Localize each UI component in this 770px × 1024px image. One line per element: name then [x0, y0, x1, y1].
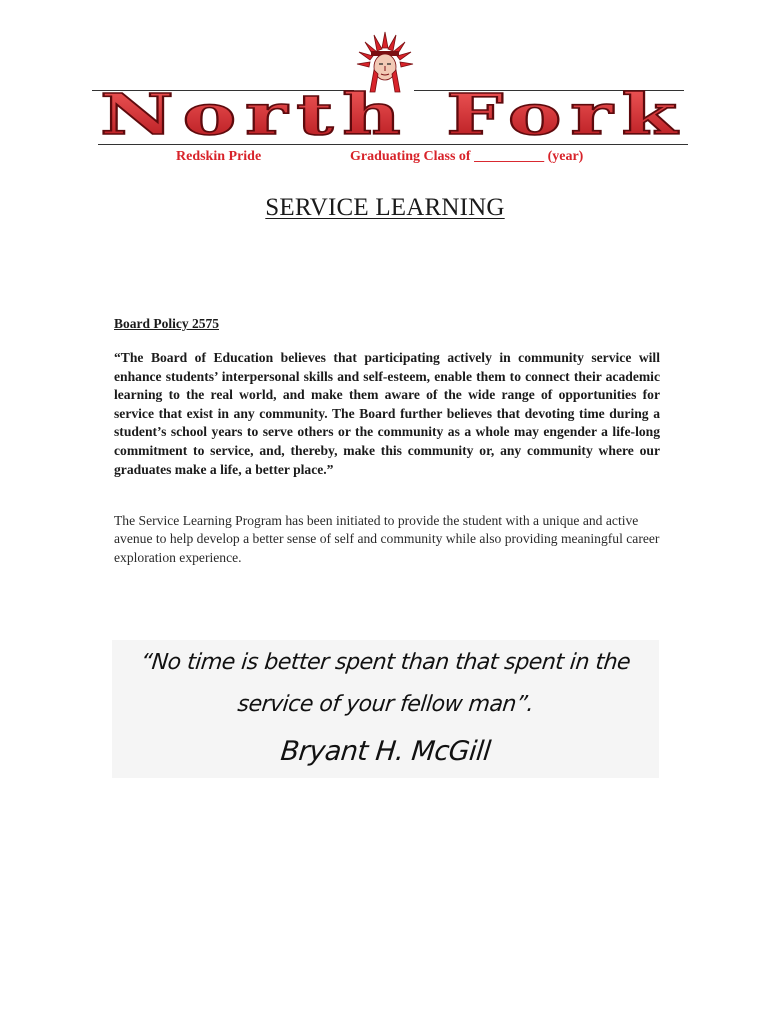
school-logo-header: [88, 24, 688, 154]
program-description: The Service Learning Program has been initiated to provide the student with a unique and active avenue to help develop a better sense of self and community while also providing meaningful career exploration experience.: [114, 513, 660, 565]
north-fork-wordmark: [94, 86, 694, 148]
pride-label: Redskin Pride: [176, 149, 262, 164]
quote-author: Bryant H. McGill: [279, 736, 492, 767]
quote-line-2: service of your fellow man”.: [236, 692, 535, 717]
page-title: SERVICE LEARNING: [265, 194, 505, 221]
policy-quote-text: “The Board of Education believes that participating actively in community service will enhance students’ interpersonal skills and self-esteem, enable them to connect their academic learning to the real world, and make them aware of the wide range of opportunities for service that exist in any community. The Board further believes that devoting time during a student’s school years to serve others or the community as a whole may engender a life-long commitment to service, and, thereby, make this community or, any community where our graduates make a life, a better place.”: [114, 350, 660, 477]
policy-heading: Board Policy 2575: [114, 316, 219, 331]
svg-text:North Fork: North Fork: [100, 86, 686, 148]
graduating-class-label: Graduating Class of __________ (year): [350, 149, 584, 164]
subheader-line: [0, 149, 770, 169]
quote-line-1: “No time is better spent than that spent in the: [139, 650, 632, 675]
quote-block: [112, 640, 659, 778]
